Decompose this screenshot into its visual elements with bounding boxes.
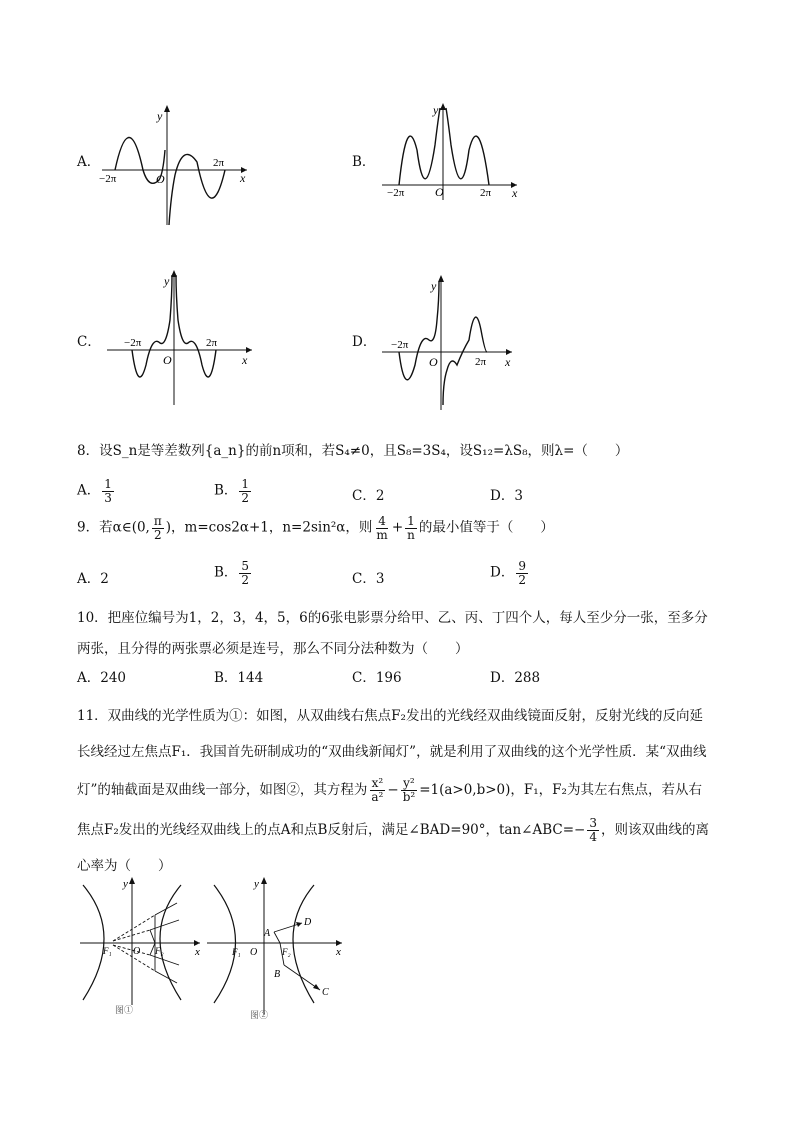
- graph-d-x: x: [505, 355, 511, 369]
- q8-option-a-letter: A．: [77, 482, 101, 499]
- question-9-stem: [77, 515, 734, 541]
- q11-tan-den: 4: [589, 830, 597, 844]
- graph-d-right-tick: 2π: [475, 356, 487, 368]
- q9-option-d[interactable]: [490, 560, 530, 586]
- graph-c-left-tick: −2π: [124, 337, 142, 349]
- q9-f2-den: n: [407, 527, 415, 542]
- option-b-graph[interactable]: [352, 100, 532, 210]
- graph-b-origin: O: [435, 185, 444, 199]
- q9-option-d-num: 9: [518, 559, 526, 573]
- q9-stem-a: 9．若α∈(0,: [77, 519, 150, 536]
- q9-stem-c: 的最小值等于（ ）: [418, 519, 554, 536]
- graph-c-origin: O: [163, 353, 172, 367]
- graph-c-x: x: [242, 353, 248, 367]
- q8-option-b-fraction: [239, 478, 251, 504]
- graph-b-left-tick: −2π: [387, 187, 405, 199]
- q10-option-b[interactable]: [214, 666, 263, 686]
- fig1-o: O: [133, 946, 141, 957]
- figure-1: [75, 875, 205, 1020]
- fig2-y: y: [254, 878, 259, 890]
- graph-b-right-tick: 2π: [480, 187, 492, 199]
- graph-b: [377, 100, 537, 210]
- q9-f1-den: m: [376, 527, 388, 542]
- q9-pi: π: [153, 514, 162, 528]
- fig2-o: O: [250, 947, 258, 958]
- graph-d-y: y: [431, 279, 437, 293]
- figure-2: [202, 875, 347, 1025]
- q8-option-d[interactable]: [490, 484, 523, 504]
- q9-option-b-den: 2: [241, 572, 250, 587]
- fig2-x: x: [336, 946, 341, 958]
- q11-line-4a: 焦点F₂发出的光线经双曲线上的点A和点B反射后，满足∠BAD=90°，tan∠ABC=−: [77, 822, 586, 838]
- q9-frac-1-n: [405, 515, 417, 541]
- question-10-stem: [77, 603, 734, 665]
- option-a-graph[interactable]: [77, 100, 257, 230]
- q8-option-d-letter: D．: [490, 488, 515, 504]
- fig1-x: x: [195, 946, 200, 958]
- q11-minus: −: [387, 782, 399, 798]
- q8-option-b-letter: B．: [214, 482, 238, 499]
- q8-option-a-num: 1: [104, 477, 112, 491]
- q8-option-c-text: 2: [375, 488, 385, 504]
- fig2-a: A: [264, 928, 271, 939]
- question-11-stem: [77, 698, 734, 882]
- q9-two: 2: [153, 527, 162, 542]
- fig2-c: C: [322, 987, 329, 998]
- q11-tan-num: 3: [589, 816, 597, 831]
- fig2-f1: F₁: [232, 947, 241, 957]
- q8-option-b-num: 1: [241, 477, 250, 491]
- q11-line-3: [77, 770, 734, 810]
- q9-option-a-text: 2: [100, 571, 109, 587]
- graph-c-right-tick: 2π: [206, 337, 218, 349]
- q9-option-d-fraction: [516, 560, 528, 586]
- graph-a-right-tick: 2π: [213, 157, 225, 169]
- fig1-f2: F₂: [155, 946, 164, 956]
- fig1-y: y: [123, 878, 128, 890]
- fig2-b: B: [274, 969, 281, 980]
- q9-option-d-den: 2: [518, 572, 526, 587]
- graph-c-y: y: [164, 274, 170, 288]
- q8-option-a-den: 3: [104, 490, 112, 505]
- fig1-caption: 图①: [115, 1005, 134, 1015]
- graph-d: [377, 270, 537, 415]
- q9-option-a[interactable]: [77, 567, 109, 587]
- fig2-d: D: [304, 917, 312, 928]
- option-c-letter: C．: [77, 334, 101, 350]
- q9-option-b[interactable]: [214, 560, 253, 586]
- option-b-letter: B．: [352, 154, 376, 170]
- q8-option-c[interactable]: [352, 484, 384, 504]
- q9-pi-over-2: [152, 515, 164, 541]
- q10-option-b-letter: B．: [214, 670, 238, 686]
- graph-d-left-tick: −2π: [391, 339, 409, 351]
- option-a-letter: A．: [77, 154, 101, 170]
- q10-option-c-letter: C．: [352, 670, 376, 686]
- q11-line-3b: =1(a>0,b>0)，F₁，F₂为其左右焦点，若从右: [419, 782, 702, 798]
- q10-option-c[interactable]: [352, 666, 402, 686]
- q8-option-a[interactable]: [77, 478, 116, 504]
- graph-a-origin: O: [156, 172, 165, 186]
- graph-a-left-tick: −2π: [99, 173, 117, 185]
- q11-frac-x2-a2: [369, 777, 385, 803]
- q11-line-5: 心率为（ ）: [77, 858, 172, 874]
- q11-line-2: 长线经过左焦点F₁．我国首先研制成功的“双曲线新闻灯”，就是利用了双曲线的这个光学性质．某“双曲线: [77, 744, 707, 760]
- q9-option-b-letter: B．: [214, 564, 238, 581]
- q10-option-c-text: 196: [375, 670, 402, 686]
- q10-option-a-text: 240: [100, 670, 127, 686]
- q9-option-c-letter: C．: [352, 571, 376, 587]
- question-8-stem: 8．设S_n是等差数列{a_n}的前n项和，若S₄≠0，且S₈=3S₄，设S₁₂=λS₈，则λ=（ ）: [77, 443, 629, 459]
- q10-line-1: 10．把座位编号为1，2，3，4，5，6的6张电影票分给甲、乙、丙、丁四个人，每人至少分一张，至多分: [77, 610, 708, 626]
- q10-option-b-text: 144: [237, 670, 264, 686]
- q9-option-c-text: 3: [375, 571, 385, 587]
- q8-option-c-letter: C．: [352, 488, 376, 504]
- q10-option-a[interactable]: [77, 666, 126, 686]
- q10-option-d-text: 288: [514, 670, 541, 686]
- q8-option-a-fraction: [102, 478, 114, 504]
- q10-line-2: 两张，且分得的两张票必须是连号，那么不同分法种数为（ ）: [77, 641, 469, 657]
- q11-x2: x²: [371, 776, 384, 791]
- q9-stem-b: )，m=cos2α+1，n=2sin²α，则: [165, 519, 373, 536]
- fig2-f2: F₂: [282, 947, 291, 957]
- option-d-letter: D．: [352, 334, 377, 350]
- fig1-f1: F₁: [103, 946, 112, 956]
- graph-d-origin: O: [429, 355, 438, 369]
- q10-option-a-letter: A．: [77, 670, 101, 686]
- graph-b-y: y: [433, 103, 439, 117]
- graph-a: [97, 100, 257, 230]
- q8-option-d-text: 3: [514, 488, 523, 504]
- q11-b2: b²: [402, 790, 416, 804]
- q8-option-b-den: 2: [241, 490, 250, 505]
- q9-option-b-num: 5: [241, 559, 250, 573]
- q10-option-d[interactable]: [490, 666, 540, 686]
- q11-frac-y2-b2: [401, 777, 418, 803]
- q11-frac-3-4: [587, 817, 599, 843]
- q9-option-b-fraction: [239, 560, 251, 586]
- q11-a2: a²: [371, 790, 384, 804]
- fig2-caption: 图②: [250, 1010, 269, 1020]
- q10-option-d-letter: D．: [490, 670, 515, 686]
- q8-option-b[interactable]: [214, 478, 253, 504]
- q11-y2: y²: [403, 776, 415, 791]
- q11-line-4: [77, 810, 734, 850]
- q9-f1-num: 4: [378, 514, 386, 528]
- graph-a-x: x: [240, 171, 246, 185]
- option-c-graph[interactable]: [77, 265, 257, 410]
- q11-line-4b: ，则该双曲线的离: [601, 822, 709, 838]
- q9-option-d-letter: D．: [490, 564, 515, 581]
- q11-line-3a: 灯”的轴截面是双曲线一部分，如图②，其方程为: [77, 782, 368, 798]
- q11-line-1: 11．双曲线的光学性质为①：如图，从双曲线右焦点F₂发出的光线经双曲线镜面反射，反射光线的反向延: [77, 708, 703, 724]
- q9-option-c[interactable]: [352, 567, 384, 587]
- q9-option-a-letter: A．: [77, 571, 101, 587]
- q9-frac-4-m: [374, 515, 389, 541]
- option-d-graph[interactable]: [352, 270, 532, 415]
- graph-c: [102, 265, 262, 410]
- q9-f2-num: 1: [407, 514, 415, 528]
- q9-plus: +: [391, 519, 404, 536]
- graph-a-y: y: [157, 109, 163, 123]
- graph-b-x: x: [512, 186, 518, 200]
